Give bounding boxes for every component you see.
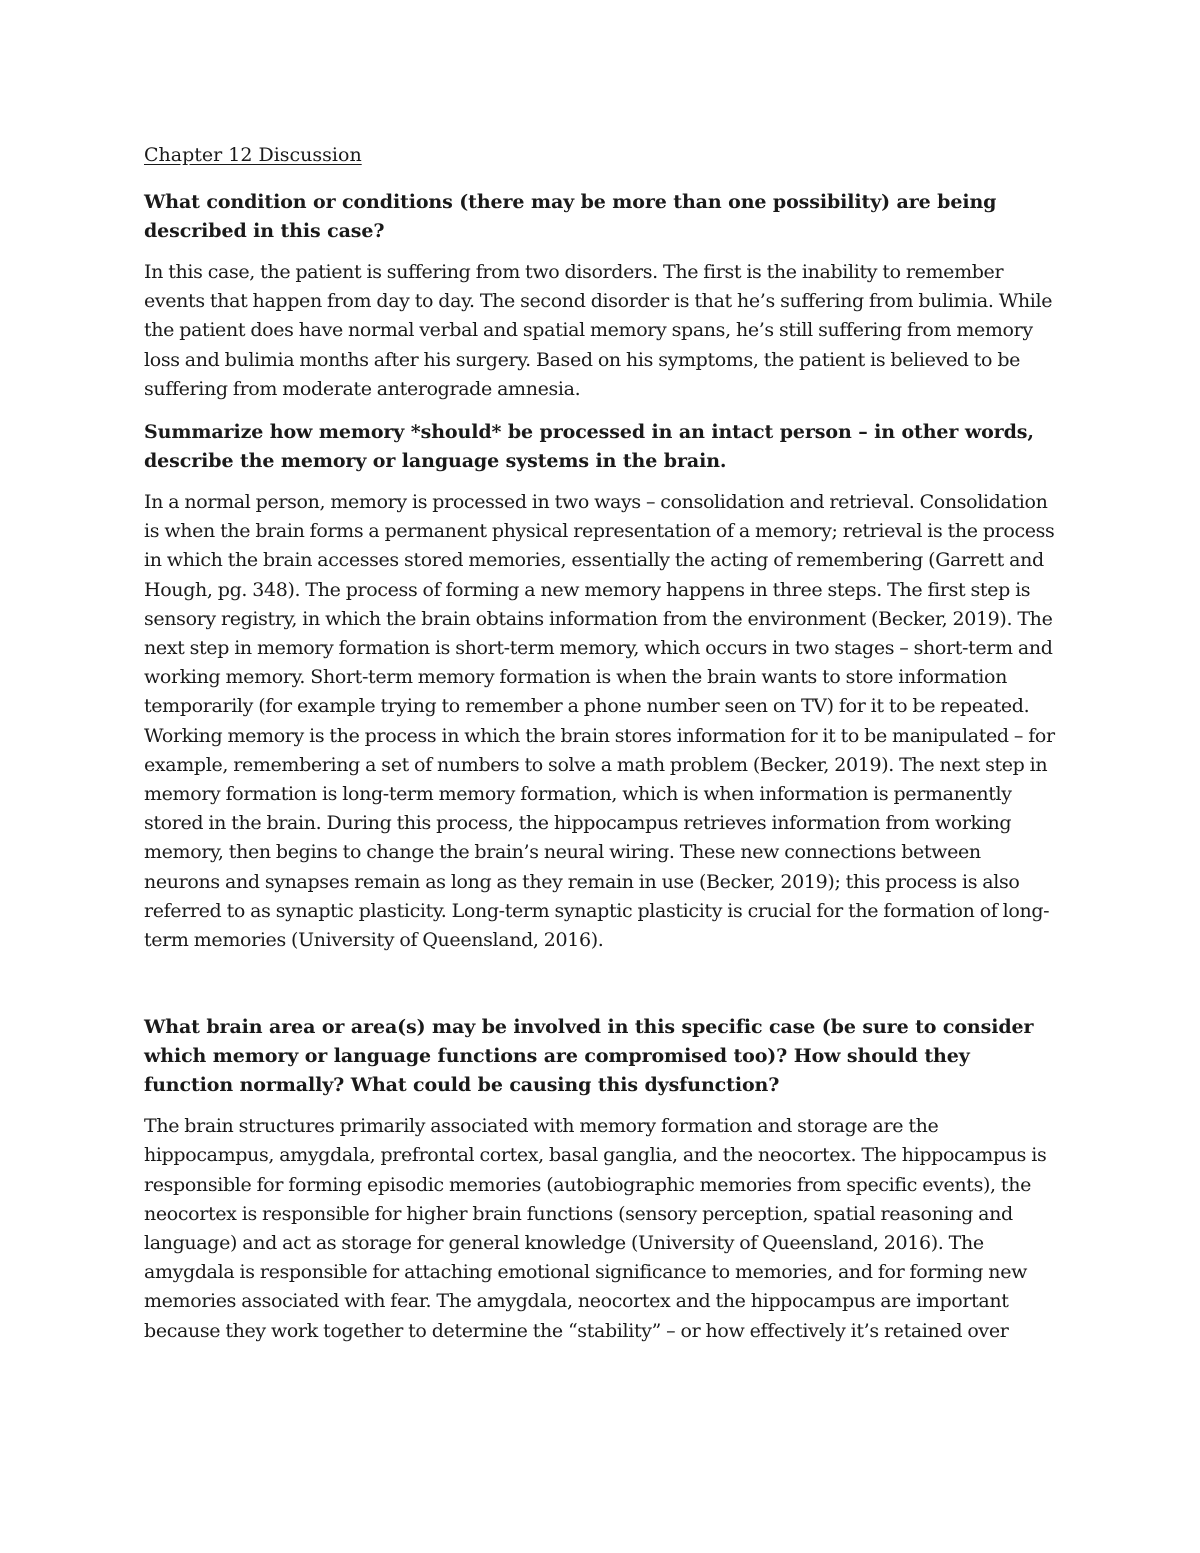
question-3: What brain area or area(s) may be involved in this specific case (be sure to consider which memory or language functions are compromised too)? How should they function normally? What could be causing this dysfunction? [144, 1016, 1034, 1097]
answer-1: In this case, the patient is suffering from two disorders. The first is the inability to remember events that happen from day to day. The second disorder is that he’s suffering from bulimia. While the patient does have normal verbal and spatial memory spans, he’s still suffering from memory loss and bulimia months after his surgery. Based on his symptoms, the patient is believed to be suffering from moderate anterograde amnesia. [144, 261, 1053, 400]
answer-2: In a normal person, memory is processed in two ways – consolidation and retrieval. Consolidation is when the brain forms a permanent physical representation of a memory; retrieval is the process in which the brain accesses stored memories, essentially the acting of remembering (Garrett and Hough, pg. 348). The process of forming a new memory happens in three steps. The first step is sensory registry, in which the brain obtains information from the environment (Becker, 2019). The next step in memory formation is short-term memory, which occurs in two stages – short-term and working memory. Short-term memory formation is when the brain wants to store information temporarily (for example trying to remember a phone number seen on TV) for it to be repeated. Working memory is the process in which the brain stores information for it to be manipulated – for example, remembering a set of numbers to solve a math problem (Becker, 2019). The next step in memory formation is long-term memory formation, which is when information is permanently stored in the brain. During this process, the hippocampus retrieves information from working memory, then begins to change the brain’s neural wiring. These new connections between neurons and synapses remain as long as they remain in use (Becker, 2019); this process is also referred to as synaptic plasticity. Long-term synaptic plasticity is crucial for the formation of long-term memories (University of Queensland, 2016). [144, 491, 1055, 952]
document-title: Chapter 12 Discussion [144, 144, 362, 166]
question-1: What condition or conditions (there may be more than one possibility) are being described in this case? [144, 191, 997, 242]
question-2: Summarize how memory *should* be processed in an intact person – in other words, describe the memory or language systems in the brain. [144, 421, 1034, 473]
answer-3: The brain structures primarily associated with memory formation and storage are the hippocampus, amygdala, prefrontal cortex, basal ganglia, and the neocortex. The hippocampus is responsible for forming episodic memories (autobiographic memories from specific events), the neocortex is responsible for higher brain functions (sensory perception, spatial reasoning and language) and act as storage for general knowledge (University of Queensland, 2016). The amygdala is responsible for attaching emotional significance to memories, and for forming new memories associated with fear. The amygdala, neocortex and the hippocampus are important because they work together to determine the “stability” – or how effectively it’s retained over [144, 1115, 1047, 1342]
paragraph-spacer [144, 969, 1056, 1013]
